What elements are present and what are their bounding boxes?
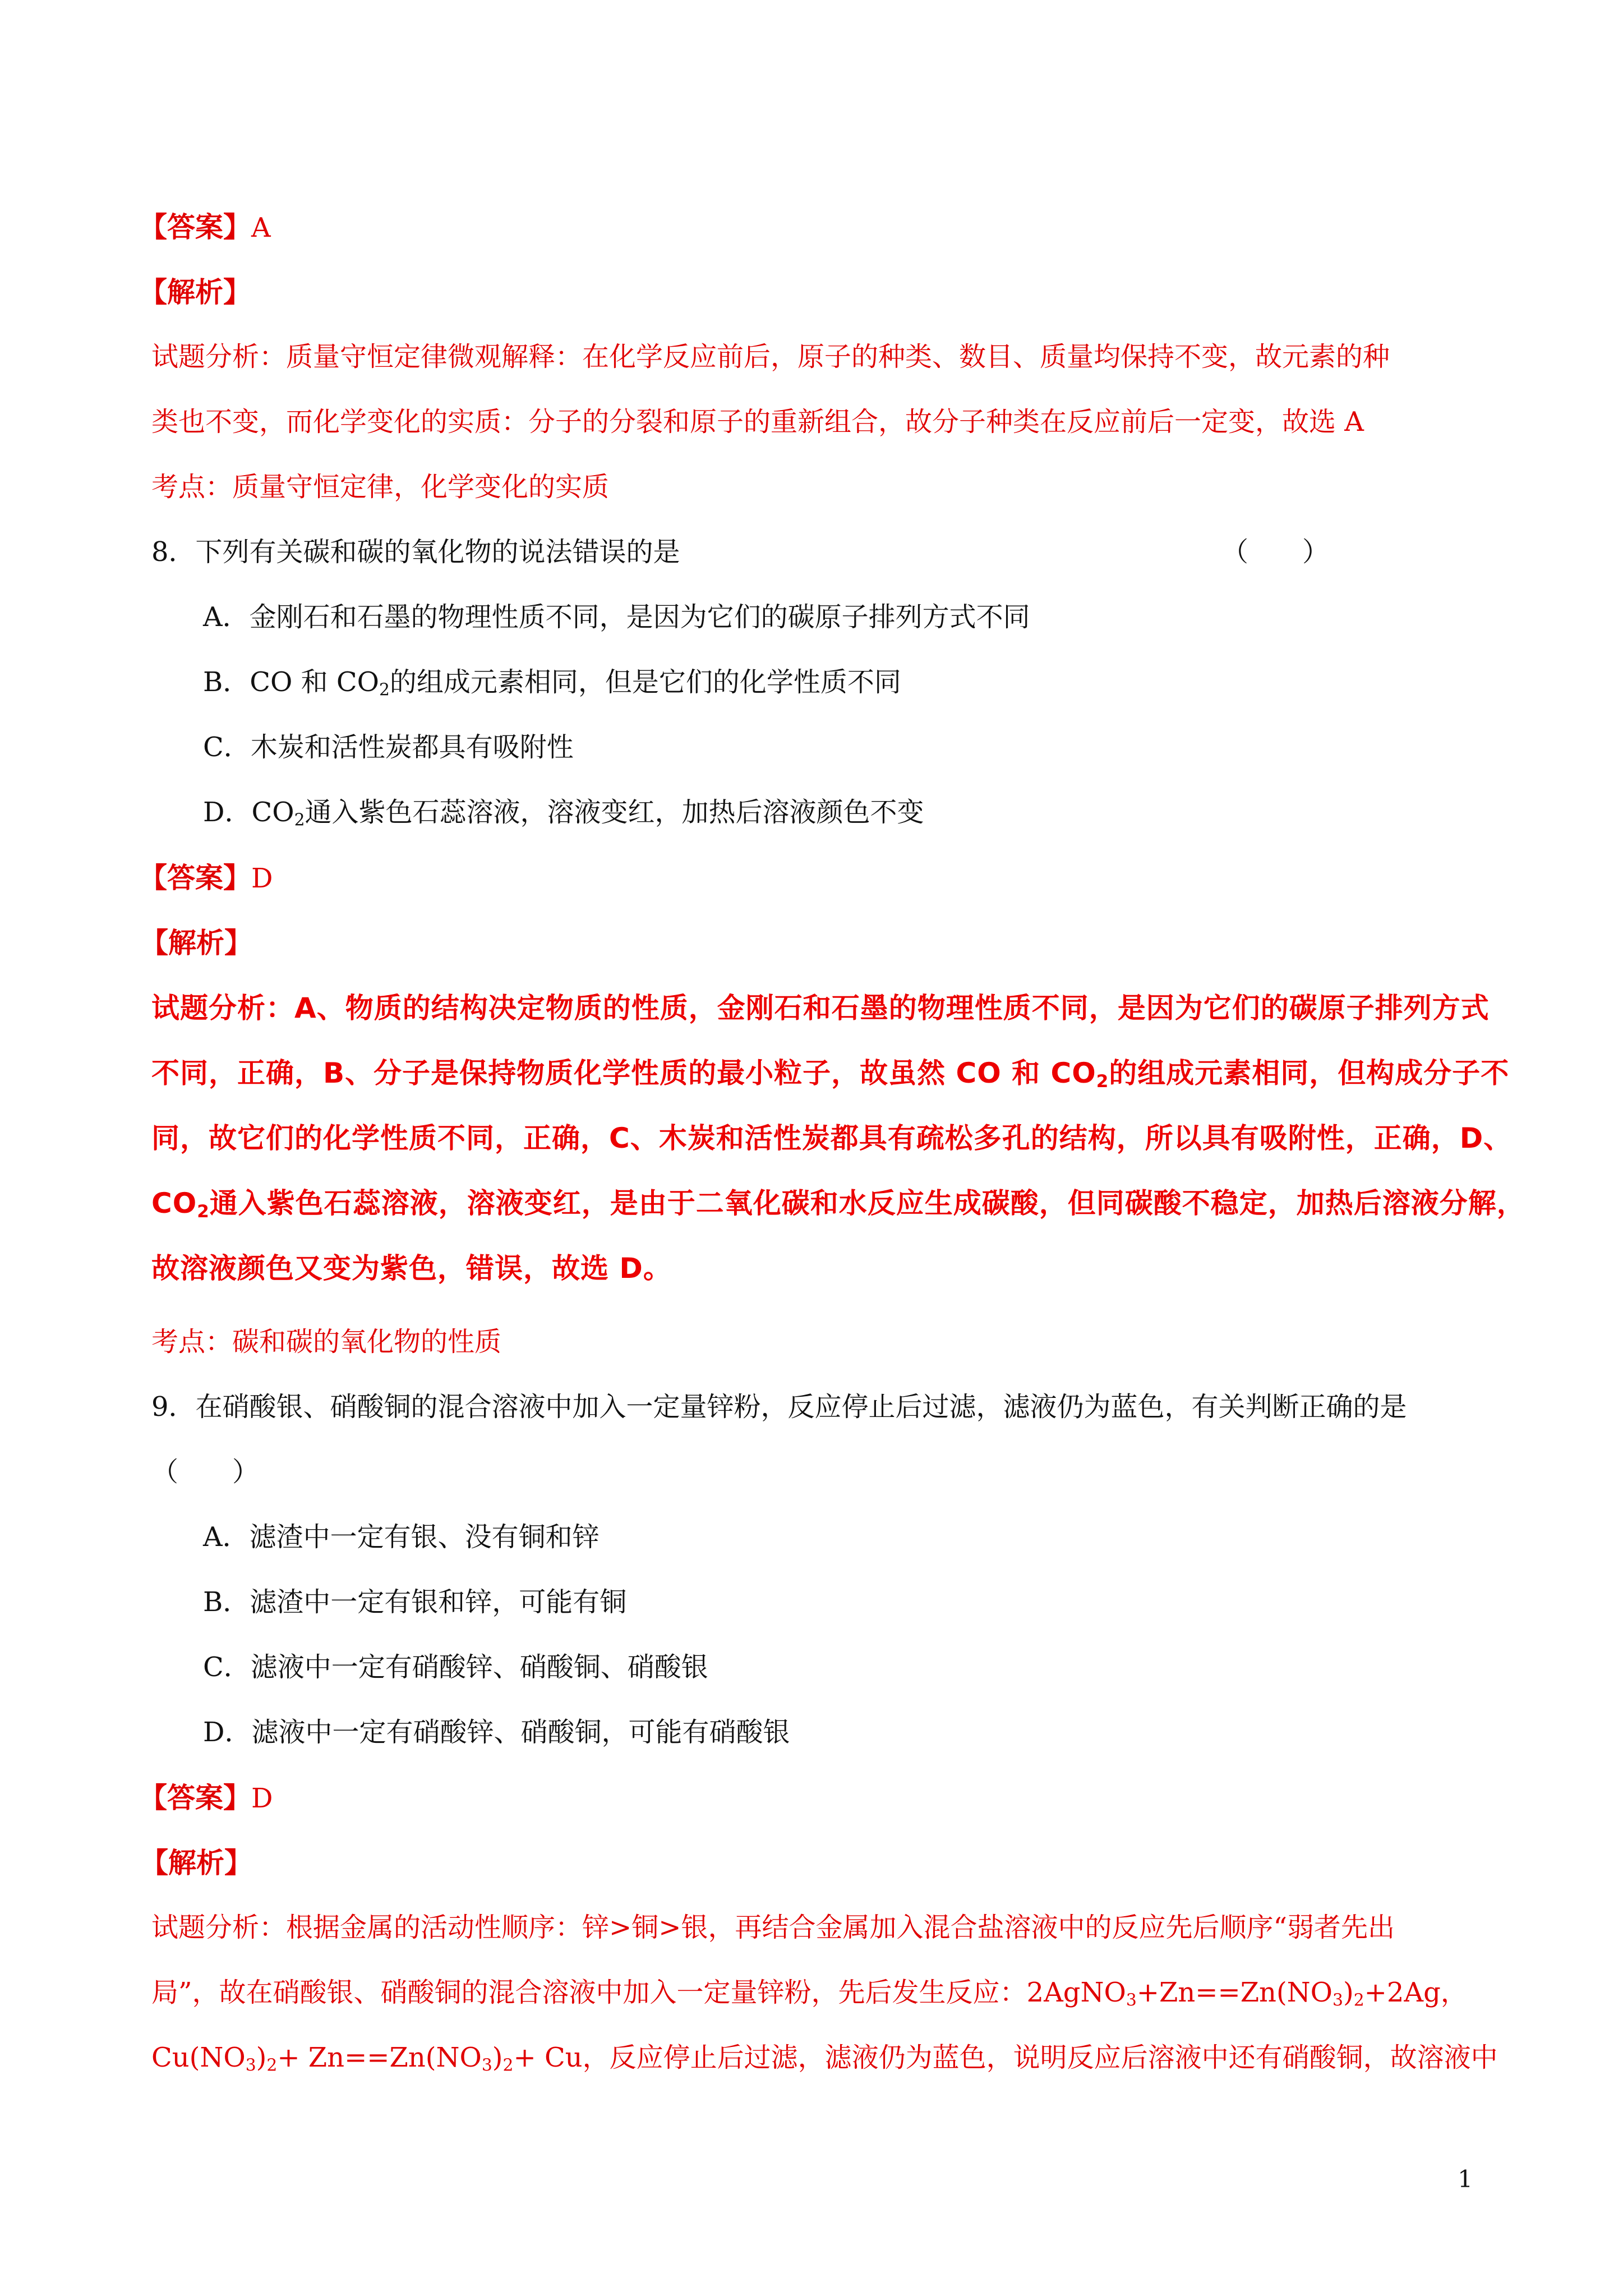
- answer-value: D: [251, 863, 273, 894]
- q7-answer: [139, 210, 271, 243]
- q9-stem: 9．在硝酸银、硝酸铜的混合溶液中加入一定量锌粉，反应停止后过滤，滤液仍为蓝色，有关判断正确的是: [151, 1391, 1407, 1423]
- q7-kaodian: 考点：质量守恒定律，化学变化的实质: [151, 471, 610, 503]
- q9-option-a: A．滤渣中一定有银、没有铜和锌: [203, 1521, 600, 1553]
- q8-analysis-line4: $CO_2$通入紫色石蕊溶液，溶液变红，是由于二氧化碳和水反应生成碳酸，但同碳酸不稳定，加热后溶液分解，: [151, 1187, 1525, 1222]
- q8-analysis-line5: 故溶液颜色又变为紫色，错误，故选 D。: [151, 1252, 672, 1285]
- q8-analysis-line3: 同，故它们的化学性质不同，正确，C、木炭和活性炭都具有疏松多孔的结构，所以具有吸附性，正确，D、: [151, 1122, 1513, 1154]
- answer-tag: 【答案】: [139, 1781, 251, 1814]
- q8-stem: 8．下列有关碳和碳的氧化物的说法错误的是: [151, 536, 680, 568]
- q8-bracket: （ ）: [1221, 536, 1330, 568]
- answer-value: D: [251, 1783, 273, 1814]
- q7-analysis-line2: 类也不变，而化学变化的实质：分子的分裂和原子的重新组合，故分子种类在反应前后一定变，故选 A: [151, 406, 1364, 438]
- q8-option-a: A．金刚石和石墨的物理性质不同，是因为它们的碳原子排列方式不同: [203, 601, 1030, 633]
- answer-value: A: [251, 212, 271, 243]
- q8-option-d: D．$CO_2$通入紫色石蕊溶液，溶液变红，加热后溶液颜色不变: [203, 797, 924, 830]
- q8-analysis-tag: 【解析】: [140, 926, 252, 959]
- q9-analysis-tag: 【解析】: [140, 1846, 252, 1879]
- q7-analysis-line1: 试题分析：质量守恒定律微观解释：在化学反应前后，原子的种类、数目、质量均保持不变，故元素的种: [151, 341, 1390, 372]
- q8-analysis-line2: 不同，正确，B、分子是保持物质化学性质的最小粒子，故虽然 CO 和 $CO_2$的组成元素相同，但构成分子不: [151, 1057, 1510, 1092]
- q9-option-d: D．滤液中一定有硝酸锌、硝酸铜，可能有硝酸银: [203, 1717, 790, 1748]
- q9-answer: [139, 1781, 273, 1814]
- q8-answer: [139, 861, 273, 894]
- q9-option-b: B．滤渣中一定有银和锌，可能有铜: [203, 1586, 627, 1618]
- q9-option-c: C．滤液中一定有硝酸锌、硝酸铜、硝酸银: [203, 1651, 708, 1683]
- q9-analysis-line1: 试题分析：根据金属的活动性顺序：锌>铜>银，再结合金属加入混合盐溶液中的反应先后顺序“弱者先出: [151, 1912, 1395, 1943]
- answer-tag: 【答案】: [139, 210, 251, 243]
- q7-analysis-tag: 【解析】: [139, 275, 251, 309]
- q8-analysis-line1: 试题分析：A、物质的结构决定物质的性质，金刚石和石墨的物理性质不同，是因为它们的碳原子排列方式: [151, 992, 1490, 1024]
- q9-analysis-line2: 局”，故在硝酸银、硝酸铜的混合溶液中加入一定量锌粉，先后发生反应：$2AgNO_3+Zn==Zn(NO_3)_2+2Ag$，: [151, 1977, 1468, 2010]
- q8-kaodian: 考点：碳和碳的氧化物的性质: [151, 1326, 502, 1358]
- q8-option-c: C．木炭和活性炭都具有吸附性: [203, 731, 574, 763]
- answer-tag: 【答案】: [139, 861, 251, 894]
- q9-bracket: （ ）: [151, 1456, 260, 1488]
- q8-option-b: B．CO 和 $CO_2$的组成元素相同，但是它们的化学性质不同: [203, 666, 901, 700]
- q9-analysis-line3: $Cu(NO_3)_2+ Zn==Zn(NO_3)_2+ Cu$，反应停止后过滤，滤液仍为蓝色，说明反应后溶液中还有硝酸铜，故溶液中: [151, 2042, 1498, 2076]
- page-number: 1: [1458, 2165, 1473, 2193]
